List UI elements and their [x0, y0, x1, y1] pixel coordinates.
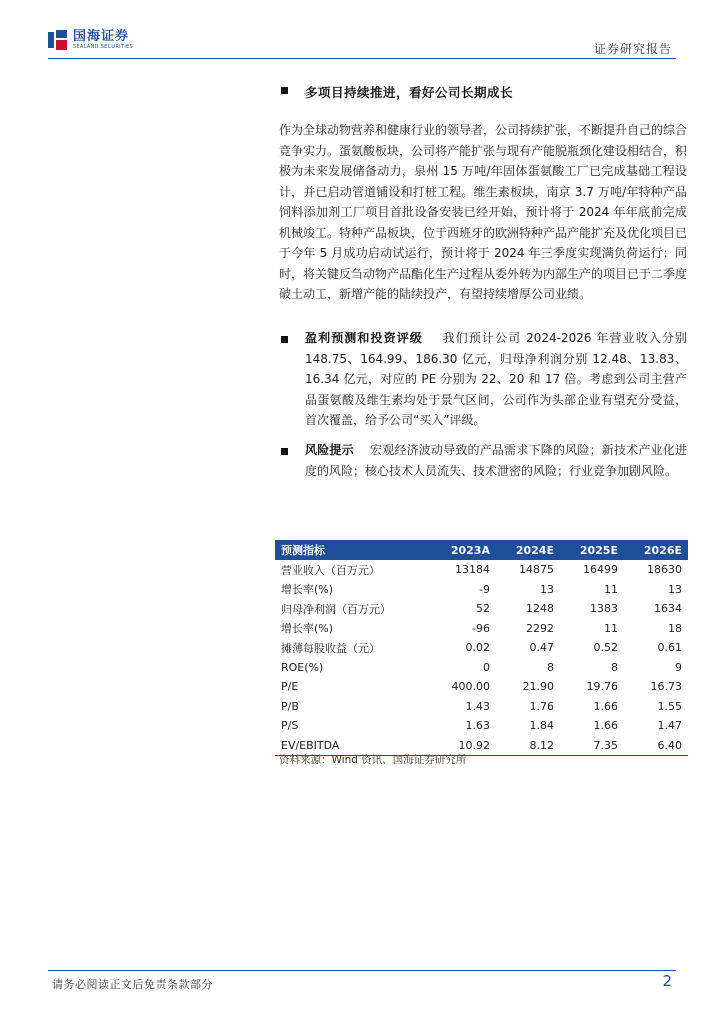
table-header-cell: 2025E: [560, 540, 624, 560]
table-cell: 1.63: [465, 719, 490, 733]
table-row: [275, 580, 688, 600]
table-cell: 8.12: [496, 736, 560, 756]
table-row-label: P/E: [281, 680, 299, 694]
table-cell: 18630: [647, 563, 682, 577]
table-cell: 2292: [525, 621, 554, 635]
table-header-cell: 2026E: [624, 540, 688, 560]
table-cell: 1.76: [529, 699, 554, 713]
company-logo: [48, 30, 133, 50]
table-row: [275, 638, 688, 658]
forecast-label: 盈利预测和投资评级: [305, 331, 423, 345]
footer-divider: [48, 970, 676, 971]
table-cell: 6.40: [624, 736, 688, 756]
table-cell: 0.47: [529, 641, 554, 655]
table-cell: 1.66: [593, 719, 618, 733]
section-title: 多项目持续推进，看好公司长期成长: [305, 85, 514, 100]
table-cell: 10.92: [431, 736, 496, 756]
risk-bullet-icon: [281, 448, 288, 455]
table-row: [275, 599, 688, 619]
risk-label: 风险提示: [305, 443, 354, 457]
table-header-cell: 2023A: [431, 540, 496, 560]
table-row: [275, 658, 688, 678]
table-cell: 1634: [654, 602, 682, 616]
risk-paragraph: [305, 440, 687, 481]
table-cell: 52: [475, 602, 490, 616]
table-header-cell: 预测指标: [275, 540, 431, 560]
table-cell: 9: [675, 660, 682, 674]
table-row-label: 摊薄每股收益（元）: [281, 641, 380, 655]
table-cell: 1.55: [657, 699, 682, 713]
table-row: [275, 560, 688, 580]
section-body: 作为全球动物营养和健康行业的领导者，公司持续扩张，不断提升自己的综合竞争实力。蛋氨酸板块，公司将产能扩张与现有产能脱瓶颈化建设相结合，积极为未来发展储备动力，泉州 15 万吨/年固体蛋氨酸工厂已完成基础工程设计，并已启动管道铺设和打桩工程。维生素板块，南京 3.7 万吨/年特种产品饲料添加剂工厂项目首批设备安装已经开始，预计将于 2024 年年底前完成机械竣工。特种产品板块，位于西班牙的欧洲特种产品产能扩充及优化项目已于今年 5 月成功启动试运行，预计将于 2024 年三季度实现满负荷运行；同时，将关键反刍动物产品酯化生产过程从委外转为内部生产的项目已于二季度破土动工，新增产能的陆续投产，有望持续增厚公司业绩。: [279, 123, 688, 301]
table-cell: 1383: [589, 602, 618, 616]
table-row-label: P/B: [281, 699, 299, 713]
table-cell: 0.02: [465, 641, 490, 655]
table-header-cell: 2024E: [496, 540, 560, 560]
section-bullet-icon: [281, 87, 288, 94]
table-row-label: ROE(%): [281, 660, 324, 674]
table-cell: 1248: [525, 602, 554, 616]
table-row: [275, 716, 688, 736]
table-cell: 11: [603, 621, 618, 635]
table-row: [275, 619, 688, 639]
forecast-paragraph: [305, 328, 687, 431]
table-cell: 13184: [454, 563, 490, 577]
logo-icon: [48, 30, 68, 50]
footer-disclaimer: 请务必阅读正文后免责条款部分: [52, 978, 213, 991]
risk-text: 宏观经济波动导致的产品需求下降的风险；新技术产业化进度的风险；核心技术人员流失、技术泄密的风险；行业竞争加剧风险。: [305, 443, 687, 478]
table-cell: 1.43: [465, 699, 490, 713]
table-header-row: [275, 540, 688, 560]
table-cell: 18: [668, 621, 682, 635]
table-row-label: 归母净利润（百万元）: [281, 602, 391, 616]
table-row-label: P/S: [281, 719, 299, 733]
table-cell: 14875: [518, 563, 554, 577]
logo-name-cn: 国海证券: [73, 29, 130, 44]
table-cell: 8: [610, 660, 618, 674]
table-cell: 0: [482, 660, 490, 674]
table-cell: 13: [668, 582, 682, 596]
table-cell: 1.47: [657, 719, 682, 733]
table-source-note: 资料来源：Wind 资讯、国海证券研究所: [279, 754, 467, 766]
forecast-bullet-icon: [281, 336, 288, 343]
table-row-label: 增长率(%): [281, 583, 334, 597]
forecast-text: 我们预计公司 2024-2026 年营业收入分别 148.75、164.99、186.30 亿元，归母净利润分别 12.48、13.83、16.34 亿元，对应的 PE 分别为 22、20 和 17 倍。考虑到公司主营产品蛋氨酸及维生素均处于景气区间，公司作为头部企业有望充分受益，首次覆盖，给予公司“买入”评级。: [305, 331, 687, 427]
table-cell: 7.35: [560, 736, 624, 756]
table-cell: -9: [479, 582, 490, 596]
page-header: [0, 0, 724, 60]
table-cell: 8: [546, 660, 554, 674]
table-cell: 400.00: [451, 680, 490, 694]
table-cell: 16499: [582, 563, 618, 577]
table-cell: 1.84: [529, 719, 554, 733]
table-cell: -96: [472, 621, 490, 635]
table-cell: 13: [539, 582, 554, 596]
forecast-table: [275, 540, 688, 756]
table-cell: 21.90: [522, 680, 554, 694]
table-row: [275, 677, 688, 697]
header-divider: [48, 58, 676, 59]
table-cell: 11: [603, 582, 618, 596]
table-cell: 0.52: [593, 641, 618, 655]
page-number: 2: [662, 972, 672, 990]
table-cell: 0.61: [657, 641, 682, 655]
logo-name-en: SEALAND SECURITIES: [73, 44, 133, 50]
table-row-label: 增长率(%): [281, 622, 334, 636]
table-cell: 1.66: [593, 699, 618, 713]
table-cell: 19.76: [586, 680, 618, 694]
table-row: [275, 697, 688, 717]
table-cell: 16.73: [650, 680, 682, 694]
table-row-label: 营业收入（百万元）: [281, 563, 380, 577]
table-row-label: EV/EBITDA: [275, 736, 431, 756]
report-type-label: 证券研究报告: [593, 42, 672, 56]
